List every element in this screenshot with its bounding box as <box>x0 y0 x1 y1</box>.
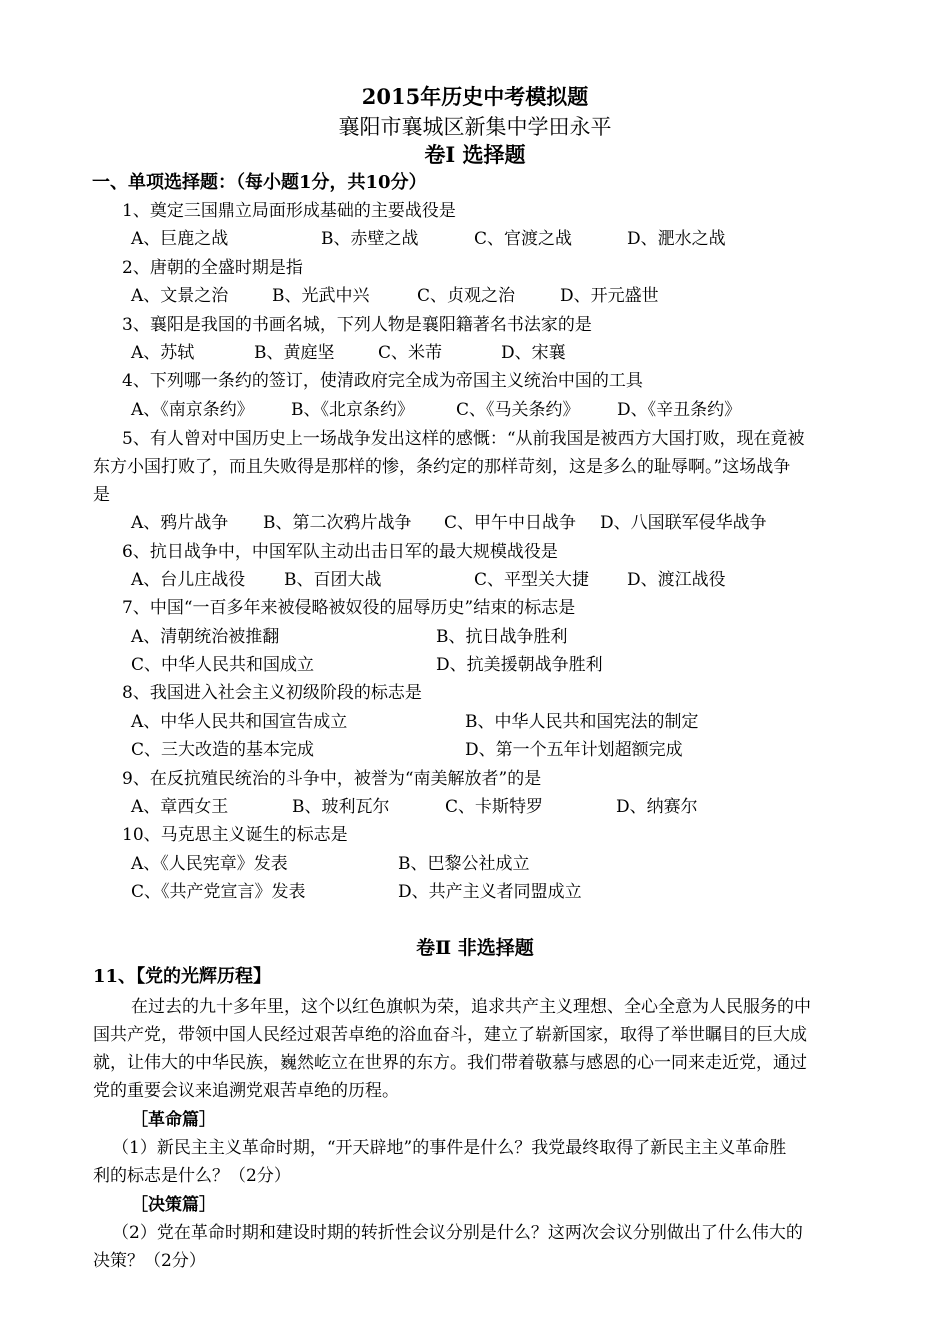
part2-heading: 卷Ⅱ 非选择题 <box>416 937 534 959</box>
question-7-option-a: A、清朝统治被推翻 <box>131 627 280 647</box>
question-3-stem: 3、襄阳是我国的书画名城，下列人物是襄阳籍著名书法家的是 <box>122 315 592 335</box>
author-line: 襄阳市襄城区新集中学田永平 <box>338 115 612 139</box>
subquestion-1-line2: 利的标志是什么？（2分） <box>93 1166 291 1186</box>
question-1-option-c: C、官渡之战 <box>474 229 573 249</box>
question-10-option-a: A、《人民宪章》发表 <box>131 854 288 874</box>
question-10-option-d: D、共产主义者同盟成立 <box>398 882 582 902</box>
subquestion-1-line1: （1）新民主主义革命时期，“开天辟地”的事件是什么？我党最终取得了新民主主义革命胜 <box>112 1138 787 1158</box>
question-2-option-c: C、贞观之治 <box>417 286 516 306</box>
section1-heading: 一、单项选择题：（每小题1分，共10分） <box>92 172 427 193</box>
question-5-stem-line3: 是 <box>93 485 110 505</box>
question-3-option-b: B、黄庭坚 <box>254 343 335 363</box>
question-8-option-c: C、三大改造的基本完成 <box>131 740 315 760</box>
question-3-option-d: D、宋襄 <box>501 343 566 363</box>
question-2-stem: 2、唐朝的全盛时期是指 <box>122 258 303 278</box>
question-5-stem-line2: 东方小国打败了，而且失败得是那样的惨，条约定的那样苛刻，这是多么的耻辱啊。”这场战争 <box>93 457 791 477</box>
question-3-option-a: A、苏轼 <box>131 343 195 363</box>
question-7-option-b: B、抗日战争胜利 <box>436 627 568 647</box>
part1-heading: 卷Ⅰ 选择题 <box>424 142 526 167</box>
question-11-heading <box>93 965 271 989</box>
question-4-option-c: C、《马关条约》 <box>456 400 580 420</box>
question-9-option-c: C、卡斯特罗 <box>445 797 544 817</box>
question-5-stem-line1: 5、有人曾对中国历史上一场战争发出这样的感慨：“从前我国是被西方大国打败，现在竟被 <box>122 429 805 449</box>
question-9-option-d: D、纳赛尔 <box>616 797 698 817</box>
question-11-intro-line3: 就，让伟大的中华民族，巍然屹立在世界的东方。我们带着敬慕与感恩的心一同来走近党，通过 <box>93 1053 807 1073</box>
question-11-intro-line4: 党的重要会议来追溯党艰苦卓绝的历程。 <box>93 1081 399 1101</box>
question-7-option-c: C、中华人民共和国成立 <box>131 655 315 675</box>
question-6-option-c: C、平型关大捷 <box>474 570 590 590</box>
question-1-option-a: A、巨鹿之战 <box>131 229 229 249</box>
question-10-option-b: B、巴黎公社成立 <box>398 854 530 874</box>
question-2-option-b: B、光武中兴 <box>272 286 370 306</box>
question-5-option-a: A、鸦片战争 <box>131 513 229 533</box>
question-10-stem: 10、马克思主义诞生的标志是 <box>122 825 348 845</box>
question-11-number: 11、 <box>93 966 137 987</box>
question-4-stem: 4、下列哪一条约的签订，使清政府完全成为帝国主义统治中国的工具 <box>122 371 643 391</box>
question-11-intro-line2: 国共产党，带领中国人民经过艰苦卓绝的浴血奋斗，建立了崭新国家，取得了举世瞩目的巨大成 <box>93 1025 807 1045</box>
question-9-option-b: B、玻利瓦尔 <box>292 797 390 817</box>
question-2-option-d: D、开元盛世 <box>560 286 659 306</box>
question-2-option-a: A、文景之治 <box>131 286 229 306</box>
question-7-stem: 7、中国“一百多年来被侵略被奴役的屈辱历史”结束的标志是 <box>122 598 576 618</box>
question-7-option-d: D、抗美援朝战争胜利 <box>436 655 603 675</box>
question-1-option-b: B、赤壁之战 <box>321 229 419 249</box>
question-8-stem: 8、我国进入社会主义初级阶段的标志是 <box>122 683 422 703</box>
question-4-option-d: D、《辛丑条约》 <box>617 400 742 420</box>
question-5-option-d: D、八国联军侵华战争 <box>600 513 767 533</box>
question-4-option-a: A、《南京条约》 <box>131 400 254 420</box>
question-1-option-d: D、淝水之战 <box>627 229 726 249</box>
question-6-option-d: D、渡江战役 <box>627 570 726 590</box>
exam-title: 2015年历史中考模拟题 <box>361 84 589 109</box>
question-4-option-b: B、《北京条约》 <box>291 400 414 420</box>
question-9-stem: 9、在反抗殖民统治的斗争中，被誉为“南美解放者”的是 <box>122 769 542 789</box>
question-3-option-c: C、米芾 <box>378 343 443 363</box>
question-5-option-b: B、第二次鸦片战争 <box>263 513 412 533</box>
question-8-option-b: B、中华人民共和国宪法的制定 <box>465 712 699 732</box>
question-11-intro-line1: 在过去的九十多年里，这个以红色旗帜为荣，追求共产主义理想、全心全意为人民服务的中 <box>131 997 811 1017</box>
subsection-revolution-title: ［革命篇］ <box>131 1110 216 1130</box>
question-11-title: 【党的光辉历程】 <box>136 966 272 987</box>
question-9-option-a: A、章西女王 <box>131 797 229 817</box>
question-8-option-d: D、第一个五年计划超额完成 <box>465 740 683 760</box>
question-6-option-b: B、百团大战 <box>284 570 382 590</box>
question-1-stem: 1、奠定三国鼎立局面形成基础的主要战役是 <box>122 201 456 221</box>
question-6-option-a: A、台儿庄战役 <box>131 570 246 590</box>
question-5-option-c: C、甲午中日战争 <box>444 513 577 533</box>
question-6-stem: 6、抗日战争中，中国军队主动出击日军的最大规模战役是 <box>122 542 558 562</box>
subquestion-2-line1: （2）党在革命时期和建设时期的转折性会议分别是什么？这两次会议分别做出了什么伟大的 <box>112 1223 803 1243</box>
subsection-decision-title: ［决策篇］ <box>131 1195 216 1215</box>
question-8-option-a: A、中华人民共和国宣告成立 <box>131 712 348 732</box>
question-10-option-c: C、《共产党宣言》发表 <box>131 882 306 902</box>
subquestion-2-line2: 决策？（2分） <box>93 1251 206 1271</box>
